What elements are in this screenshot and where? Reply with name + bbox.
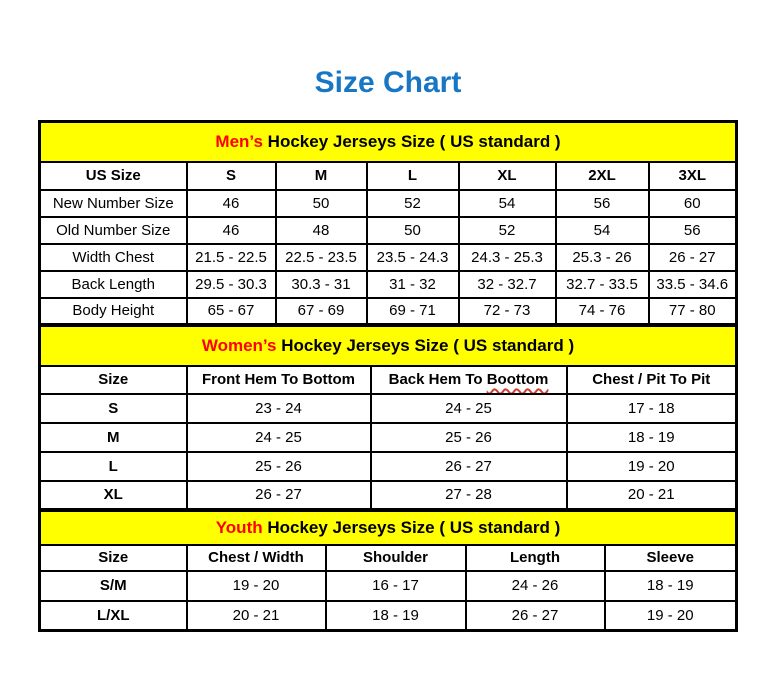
data-cell: 56 xyxy=(556,190,649,217)
data-cell: 31 - 32 xyxy=(367,271,459,298)
row-label: Back Length xyxy=(40,271,187,298)
mens-banner-row xyxy=(40,122,737,162)
data-cell: 69 - 71 xyxy=(367,298,459,325)
data-cell: 54 xyxy=(459,190,556,217)
youth-size-table xyxy=(38,509,738,632)
mens-header-us-size: US Size xyxy=(40,162,187,190)
row-label: XL xyxy=(40,481,187,510)
youth-header-length: Length xyxy=(466,545,605,571)
data-cell: 46 xyxy=(187,190,276,217)
row-label: L xyxy=(40,452,187,481)
size-chart-container xyxy=(38,120,738,632)
data-cell: 29.5 - 30.3 xyxy=(187,271,276,298)
mens-header-l: L xyxy=(367,162,459,190)
data-cell: 25.3 - 26 xyxy=(556,244,649,271)
data-cell: 26 - 27 xyxy=(187,481,371,510)
youth-banner-text: Hockey Jerseys Size ( US standard ) xyxy=(262,517,561,537)
row-label: S xyxy=(40,394,187,423)
data-cell: 18 - 19 xyxy=(605,571,737,601)
womens-size-table xyxy=(38,324,738,511)
womens-section-banner xyxy=(40,326,737,366)
data-cell: 32 - 32.7 xyxy=(459,271,556,298)
youth-row-lxl xyxy=(40,601,737,631)
data-cell: 25 - 26 xyxy=(187,452,371,481)
data-cell: 21.5 - 22.5 xyxy=(187,244,276,271)
data-cell: 74 - 76 xyxy=(556,298,649,325)
womens-header-size: Size xyxy=(40,366,187,394)
mens-row-new-number xyxy=(40,190,737,217)
data-cell: 77 - 80 xyxy=(649,298,737,325)
mens-header-s: S xyxy=(187,162,276,190)
data-cell: 60 xyxy=(649,190,737,217)
youth-header-shoulder: Shoulder xyxy=(326,545,466,571)
youth-section-banner xyxy=(40,511,737,545)
data-cell: 19 - 20 xyxy=(605,601,737,631)
mens-row-back-length xyxy=(40,271,737,298)
data-cell: 72 - 73 xyxy=(459,298,556,325)
data-cell: 19 - 20 xyxy=(567,452,737,481)
womens-banner-text: Hockey Jerseys Size ( US standard ) xyxy=(276,335,575,355)
data-cell: 26 - 27 xyxy=(649,244,737,271)
data-cell: 32.7 - 33.5 xyxy=(556,271,649,298)
data-cell: 52 xyxy=(459,217,556,244)
data-cell: 48 xyxy=(276,217,367,244)
womens-banner-row xyxy=(40,326,737,366)
row-label: Body Height xyxy=(40,298,187,325)
womens-banner-highlight: Women’s xyxy=(201,335,277,355)
data-cell: 26 - 27 xyxy=(371,452,567,481)
data-cell: 65 - 67 xyxy=(187,298,276,325)
womens-header-back-hem-typo: Boottom xyxy=(486,371,549,388)
data-cell: 33.5 - 34.6 xyxy=(649,271,737,298)
mens-header-2xl: 2XL xyxy=(556,162,649,190)
data-cell: 19 - 20 xyxy=(187,571,326,601)
data-cell: 56 xyxy=(649,217,737,244)
data-cell: 50 xyxy=(276,190,367,217)
data-cell: 23 - 24 xyxy=(187,394,371,423)
mens-size-table xyxy=(38,120,738,326)
data-cell: 67 - 69 xyxy=(276,298,367,325)
womens-header-row xyxy=(40,366,737,394)
data-cell: 16 - 17 xyxy=(326,571,466,601)
mens-row-width-chest xyxy=(40,244,737,271)
data-cell: 22.5 - 23.5 xyxy=(276,244,367,271)
data-cell: 23.5 - 24.3 xyxy=(367,244,459,271)
youth-banner-highlight: Youth xyxy=(215,517,263,537)
mens-row-body-height xyxy=(40,298,737,325)
womens-header-back-hem xyxy=(371,366,567,394)
data-cell: 27 - 28 xyxy=(371,481,567,510)
womens-row-s xyxy=(40,394,737,423)
data-cell: 54 xyxy=(556,217,649,244)
mens-banner-highlight: Men’s xyxy=(215,131,263,151)
mens-row-old-number xyxy=(40,217,737,244)
data-cell: 24 - 25 xyxy=(371,394,567,423)
mens-header-3xl: 3XL xyxy=(649,162,737,190)
row-label: S/M xyxy=(40,571,187,601)
data-cell: 18 - 19 xyxy=(326,601,466,631)
page-title: Size Chart xyxy=(314,66,462,99)
mens-section-banner xyxy=(40,122,737,162)
data-cell: 20 - 21 xyxy=(187,601,326,631)
data-cell: 24 - 25 xyxy=(187,423,371,452)
youth-header-size: Size xyxy=(40,545,187,571)
mens-banner-text: Hockey Jerseys Size ( US standard ) xyxy=(262,131,561,151)
data-cell: 30.3 - 31 xyxy=(276,271,367,298)
data-cell: 17 - 18 xyxy=(567,394,737,423)
mens-header-row xyxy=(40,162,737,190)
youth-row-sm xyxy=(40,571,737,601)
youth-header-sleeve: Sleeve xyxy=(605,545,737,571)
data-cell: 24 - 26 xyxy=(466,571,605,601)
womens-row-m xyxy=(40,423,737,452)
mens-header-m: M xyxy=(276,162,367,190)
youth-banner-row xyxy=(40,511,737,545)
data-cell: 18 - 19 xyxy=(567,423,737,452)
mens-header-xl: XL xyxy=(459,162,556,190)
data-cell: 24.3 - 25.3 xyxy=(459,244,556,271)
womens-row-xl xyxy=(40,481,737,510)
row-label: New Number Size xyxy=(40,190,187,217)
row-label: Old Number Size xyxy=(40,217,187,244)
womens-header-chest: Chest / Pit To Pit xyxy=(567,366,737,394)
row-label: L/XL xyxy=(40,601,187,631)
data-cell: 20 - 21 xyxy=(567,481,737,510)
youth-header-row xyxy=(40,545,737,571)
youth-header-chest-width: Chest / Width xyxy=(187,545,326,571)
row-label: Width Chest xyxy=(40,244,187,271)
womens-header-back-hem-prefix: Back Hem To xyxy=(388,371,483,388)
data-cell: 46 xyxy=(187,217,276,244)
data-cell: 25 - 26 xyxy=(371,423,567,452)
womens-row-l xyxy=(40,452,737,481)
womens-header-front-hem: Front Hem To Bottom xyxy=(187,366,371,394)
data-cell: 50 xyxy=(367,217,459,244)
row-label: M xyxy=(40,423,187,452)
data-cell: 26 - 27 xyxy=(466,601,605,631)
data-cell: 52 xyxy=(367,190,459,217)
